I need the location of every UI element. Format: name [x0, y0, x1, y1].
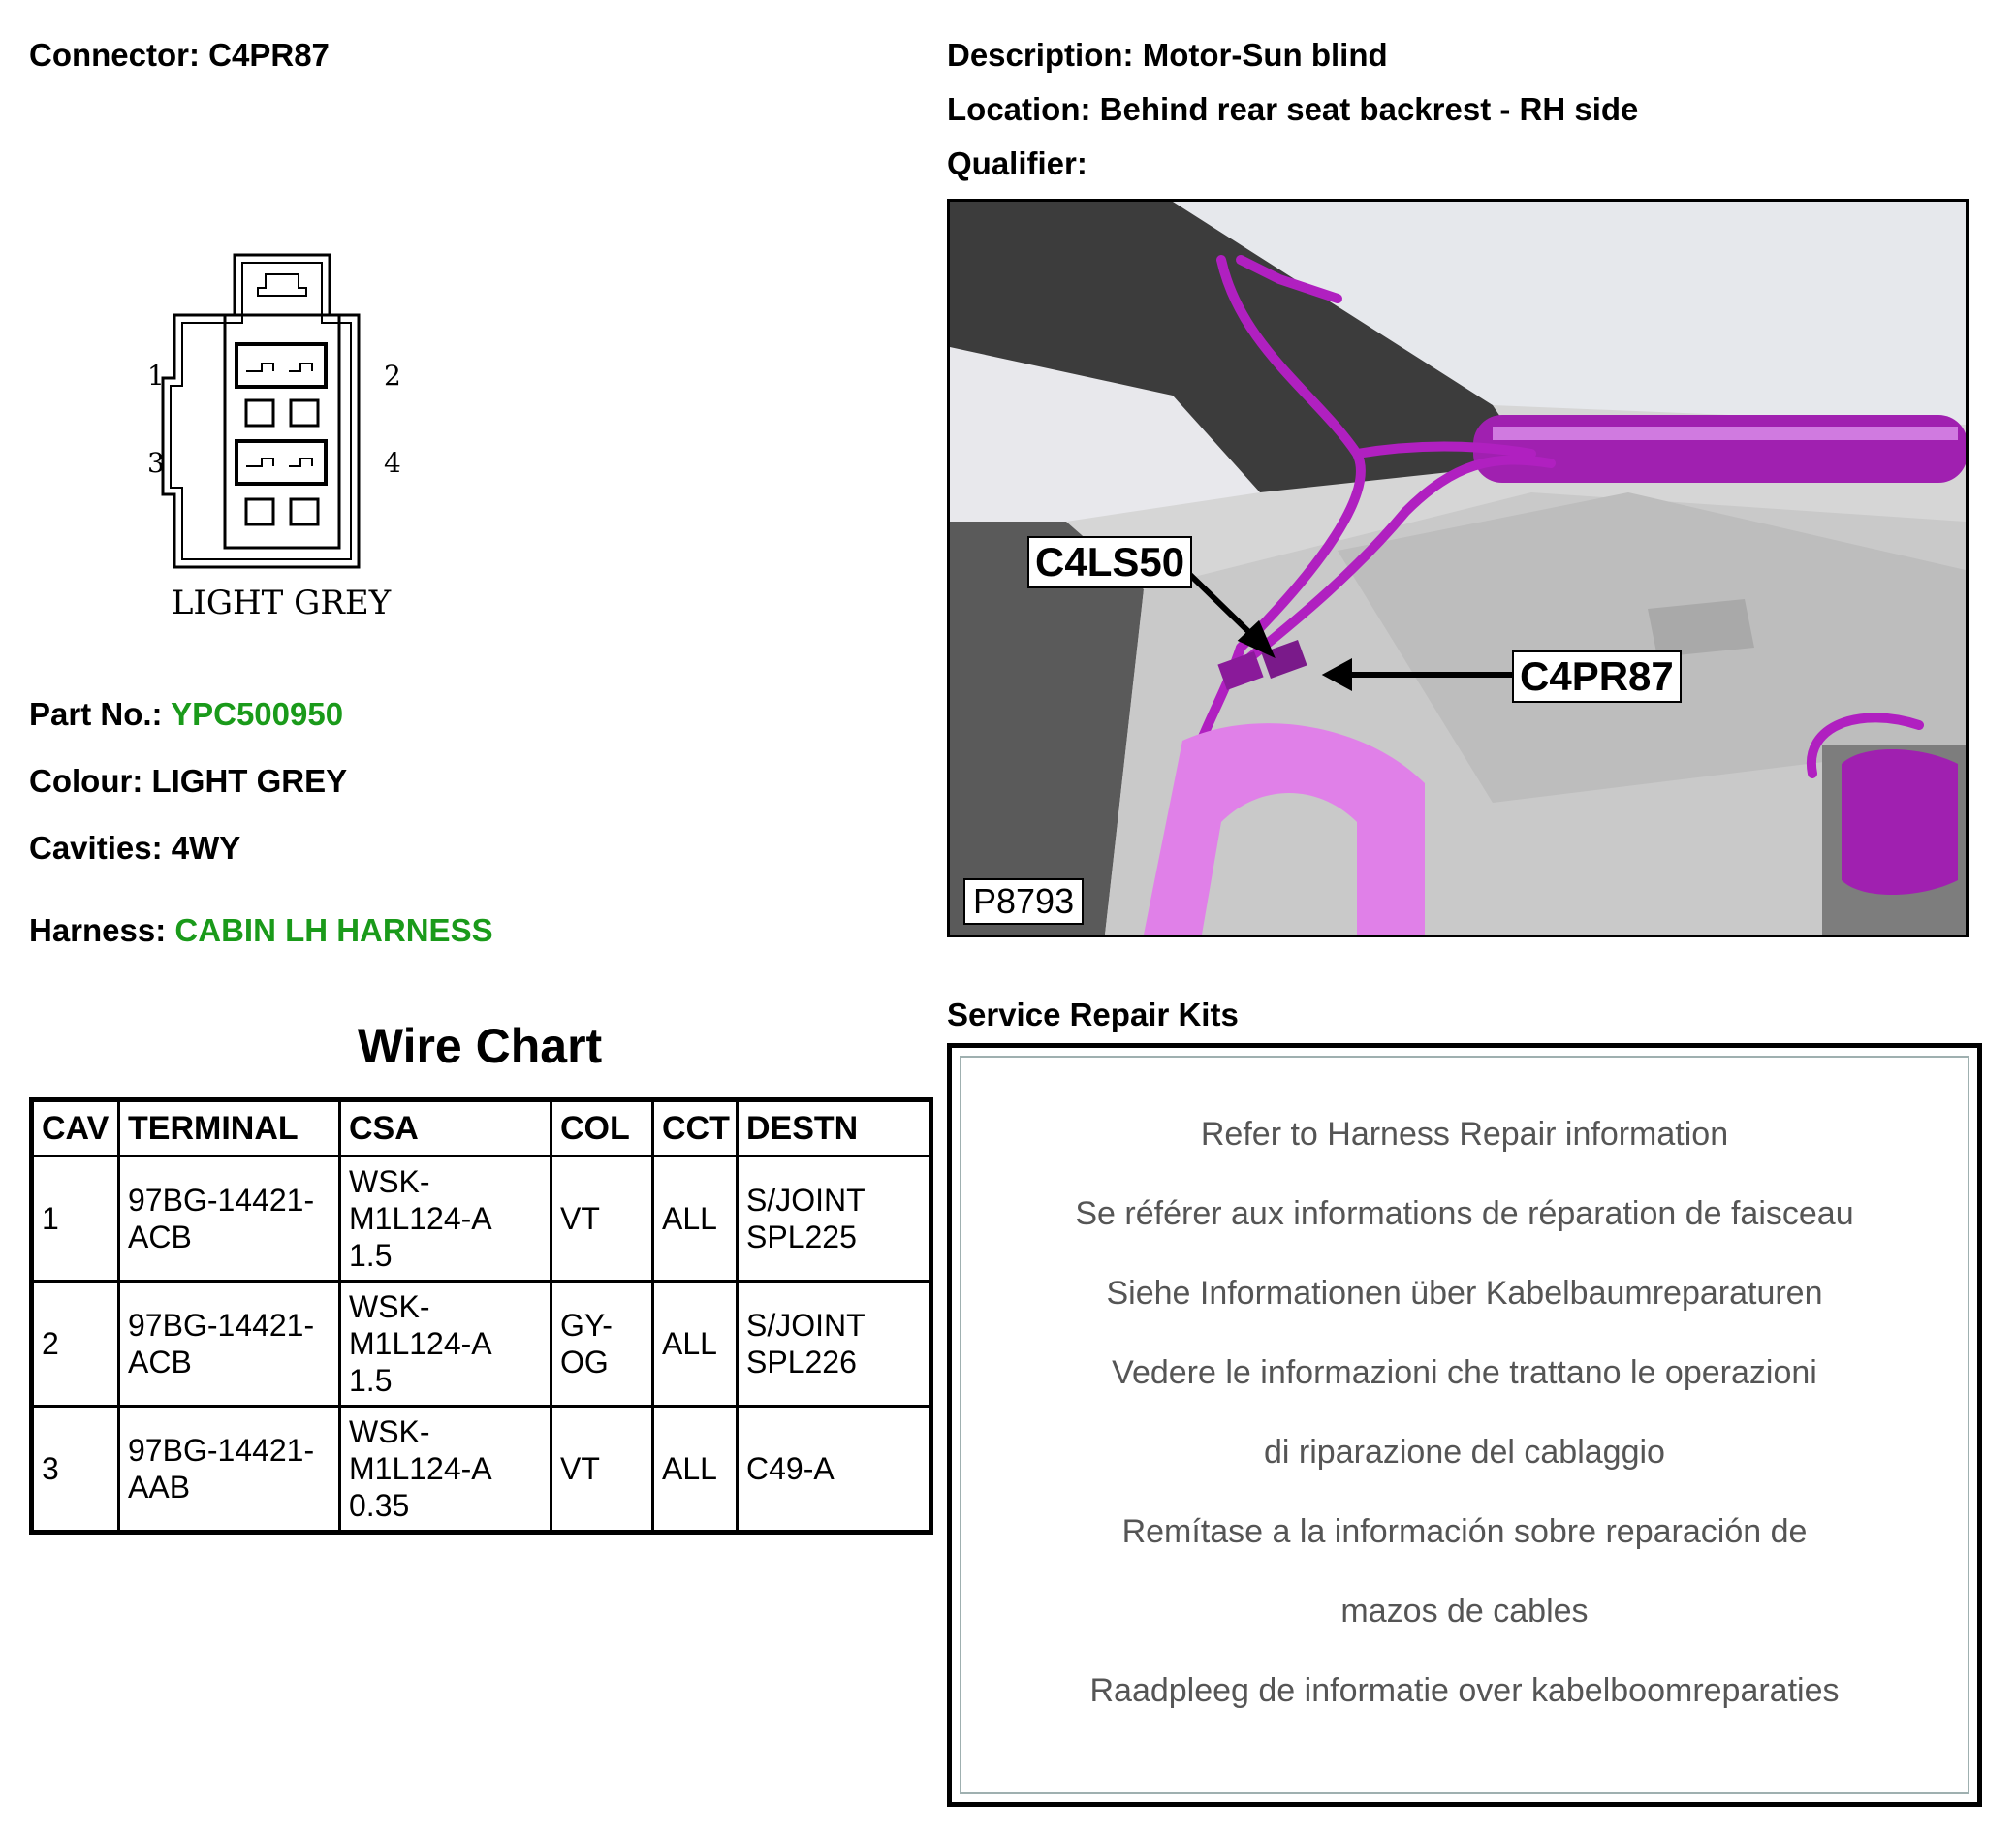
table-row: [32, 1407, 931, 1533]
cavities-label: Cavities:: [29, 830, 163, 866]
cell-line: 1.5: [349, 1363, 393, 1398]
cell-csa: [340, 1157, 551, 1282]
colour-field: [29, 763, 347, 800]
pin-label-3: 3: [147, 447, 165, 479]
cell-line: VT: [560, 1201, 600, 1236]
cell-terminal: [119, 1157, 340, 1282]
connector-label: Connector:: [29, 37, 200, 73]
cavities-value: 4WY: [171, 830, 241, 866]
header-csa: CSA: [340, 1100, 551, 1157]
cell-line: 0.35: [349, 1488, 410, 1523]
cell-csa: [340, 1407, 551, 1533]
description-label: Description:: [947, 37, 1134, 73]
harness-field: [29, 912, 493, 949]
cell-line: 97BG-14421-: [128, 1433, 315, 1468]
cell-csa: [340, 1282, 551, 1407]
table-row: [32, 1157, 931, 1282]
harness-link[interactable]: CABIN LH HARNESS: [174, 912, 493, 948]
cell-line: AAB: [128, 1470, 191, 1505]
cell-line: WSK-: [349, 1164, 430, 1199]
cell-cav: 2: [32, 1282, 119, 1407]
wire-chart-title: Wire Chart: [357, 1019, 603, 1073]
harness-label: Harness:: [29, 912, 167, 948]
qualifier-label: Qualifier:: [947, 145, 1087, 181]
cell-destn: [738, 1157, 931, 1282]
cell-line: C49-A: [746, 1451, 835, 1486]
cell-line: 1.5: [349, 1238, 393, 1273]
connector-value: C4PR87: [208, 37, 330, 73]
wire-chart-header-row: [32, 1100, 931, 1157]
description-field: [947, 37, 1388, 74]
connector-housing: [163, 255, 359, 567]
cell-line: ACB: [128, 1345, 192, 1379]
callout-c4ls50: C4LS50: [1027, 536, 1192, 588]
cell-col: [551, 1157, 653, 1282]
wire-chart-table: [29, 1097, 933, 1535]
kit-info-line: Vedere le informazioni che trattano le operazioni: [1112, 1354, 1817, 1391]
pin-label-1: 1: [147, 360, 165, 392]
kit-info-line: Se référer aux informations de réparation de faisceau: [1075, 1195, 1854, 1232]
cell-cct: ALL: [653, 1407, 738, 1533]
part-no-field: [29, 696, 343, 733]
cell-terminal: [119, 1407, 340, 1533]
cell-destn: [738, 1282, 931, 1407]
kit-info-line: mazos de cables: [1340, 1593, 1589, 1630]
cell-line: GY-: [560, 1308, 613, 1343]
cell-line: OG: [560, 1345, 609, 1379]
cavities: [236, 344, 326, 524]
cell-line: 97BG-14421-: [128, 1308, 315, 1343]
colour-label: Colour:: [29, 763, 143, 799]
cavities-field: [29, 830, 240, 867]
part-no-link[interactable]: YPC500950: [171, 696, 344, 732]
cell-terminal: [119, 1282, 340, 1407]
cell-destn: [738, 1407, 931, 1533]
connector-face-diagram: [145, 247, 417, 635]
cell-line: 97BG-14421-: [128, 1183, 315, 1218]
location-photo: [947, 199, 1969, 937]
cell-col: [551, 1407, 653, 1533]
cell-line: SPL226: [746, 1345, 857, 1379]
pin-label-2: 2: [384, 360, 401, 392]
location-value: Behind rear seat backrest - RH side: [1099, 91, 1639, 127]
kit-info-line: Siehe Informationen über Kabelbaumreparaturen: [1106, 1275, 1823, 1312]
cell-cav: 1: [32, 1157, 119, 1282]
header-cav: CAV: [32, 1100, 119, 1157]
kit-info-line: Raadpleeg de informatie over kabelboomreparaties: [1089, 1672, 1840, 1709]
photo-reference-id: P8793: [963, 878, 1084, 925]
header-destn: DESTN: [738, 1100, 931, 1157]
cell-cav: 3: [32, 1407, 119, 1533]
location-label: Location:: [947, 91, 1091, 127]
callout-c4pr87: C4PR87: [1512, 650, 1682, 703]
cell-line: M1L124-A: [349, 1451, 492, 1486]
cell-line: WSK-: [349, 1289, 430, 1324]
qualifier-field: [947, 145, 1087, 182]
diagram-colour-caption: LIGHT GREY: [171, 584, 392, 622]
header-terminal: TERMINAL: [119, 1100, 340, 1157]
service-repair-kits-title: Service Repair Kits: [947, 997, 1239, 1032]
cell-line: SPL225: [746, 1220, 857, 1254]
cell-line: S/JOINT: [746, 1308, 866, 1343]
part-no-label: Part No.:: [29, 696, 163, 732]
cell-cct: ALL: [653, 1282, 738, 1407]
cell-line: M1L124-A: [349, 1201, 492, 1236]
kit-info-line: Refer to Harness Repair information: [1200, 1116, 1729, 1153]
kit-info-line: di riparazione del cablaggio: [1264, 1434, 1665, 1471]
colour-value: LIGHT GREY: [151, 763, 348, 799]
service-repair-kits-box: [947, 1043, 1982, 1807]
cell-line: WSK-: [349, 1414, 430, 1449]
cell-cct: ALL: [653, 1157, 738, 1282]
location-field: [947, 91, 1638, 128]
cell-line: M1L124-A: [349, 1326, 492, 1361]
header-col: COL: [551, 1100, 653, 1157]
pin-label-4: 4: [384, 447, 401, 479]
cell-line: VT: [560, 1451, 600, 1486]
kit-info-line: Remítase a la información sobre reparación de: [1121, 1513, 1808, 1550]
table-row: [32, 1282, 931, 1407]
description-value: Motor-Sun blind: [1142, 37, 1388, 73]
cell-line: ACB: [128, 1220, 192, 1254]
connector-field: [29, 37, 330, 74]
cell-line: S/JOINT: [746, 1183, 866, 1218]
cell-col: [551, 1282, 653, 1407]
service-repair-kits-inner: [960, 1056, 1969, 1794]
header-cct: CCT: [653, 1100, 738, 1157]
